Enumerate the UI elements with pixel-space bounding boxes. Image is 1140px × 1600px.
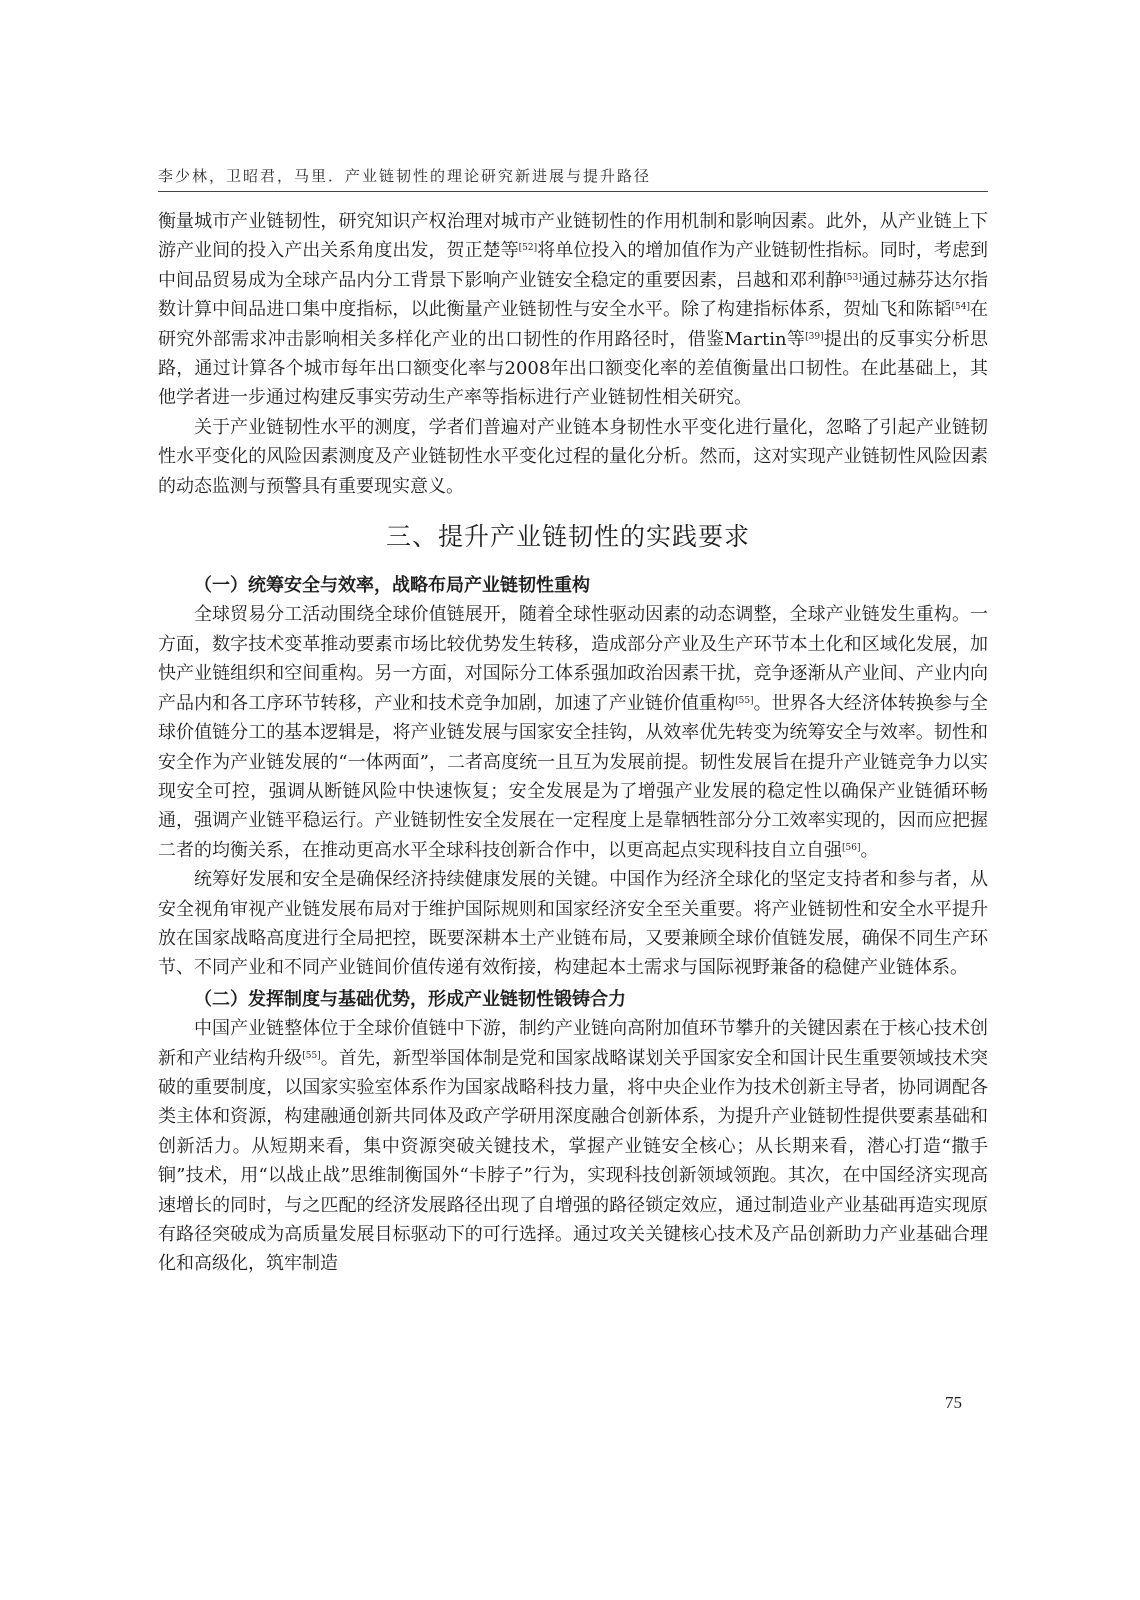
citation-ref: [39] (805, 331, 824, 342)
text-run: 衡量城市产业链韧性，研究知识产权治理对城市产业链韧性的作用机制和影响因素。此外，从产业链上下游产业间的投入产出关系角度出发，贺正楚等 (158, 211, 988, 262)
text-run: 。世界各大经济体转换参与全球价值链分工的基本逻辑是，将产业链发展与国家安全挂钩，从效率优先转变为统筹安全与效率。韧性和安全作为产业链发展的“一体两面”，二者高度统一且互为发展前提。韧性发展旨在提升产业链竞争力以实现安全可控，强调从断链风险中快速恢复；安全发展是为了增强产业发展的稳定性以确保产业链循环畅通，强调产业链平稳运行。产业链韧性安全发展在一定程度上是靠牺牲部分分工效率实现的，因而应把握二者的均衡关系，在推动更高水平全球科技创新合作中，以更高起点实现科技自立自强 (158, 692, 988, 861)
header-divider (158, 191, 988, 192)
citation-ref: [53] (843, 272, 862, 283)
paragraph (158, 600, 988, 865)
citation-ref: [55] (302, 1050, 321, 1061)
text-run: 全球贸易分工活动围绕全球价值链展开，随着全球性驱动因素的动态调整，全球产业链发生重构。一方面，数字技术变革推动要素市场比较优势发生转移，造成部分产业及生产环节本土化和区域化发展，加快产业链组织和空间重构。另一方面，对国际分工体系强加政治因素干扰，竞争逐渐从产业间、产业内向产品内和各工序环节转移，产业和技术竞争加剧，加速了产业链价值重构 (158, 604, 988, 714)
text-run: 。首先，新型举国体制是党和国家战略谋划关乎国家安全和国计民生重要领域技术突破的重要制度，以国家实验室体系作为国家战略科技力量，将中央企业作为技术创新主导者，协同调配各类主体和资源，构建融通创新共同体及政产学研用深度融合创新体系，为提升产业链韧性提供要素基础和创新活力。从短期来看，集中资源突破关键技术，掌握产业链安全核心；从长期来看，潜心打造“撒手锏”技术，用“以战止战”思维制衡国外“卡脖子”行为，实现科技创新领域领跑。其次，在中国经济实现高速增长的同时，与之匹配的经济发展路径出现了自增强的路径锁定效应，通过制造业产业基础再造实现原有路径突破成为高质量发展目标驱动下的可行选择。通过攻关关键核心技术及产品创新助力产业基础合理化和高级化，筑牢制造 (158, 1047, 989, 1275)
paragraph: 关于产业链韧性水平的测度，学者们普遍对产业链本身韧性水平变化进行量化，忽略了引起产业链韧性水平变化的风险因素测度及产业链韧性水平变化过程的量化分析。然而，这对实现产业链韧性风险因素的动态监测与预警具有重要现实意义。 (158, 416, 988, 497)
text-run: 提出的反事实分析思路，通过计算各个城市每年出口额变化率与2008年出口额变化率的差值衡量出口韧性。在此基础上，其他学者进一步通过构建反事实劳动生产率等指标进行产业链韧性相关研究。 (158, 328, 988, 409)
text-run: 中国产业链整体位于全球价值链中下游，制约产业链向高附加值环节攀升的关键因素在于核心技术创新和产业结构升级 (158, 1018, 988, 1069)
subsection-heading: （一）统筹安全与效率，战略布局产业链韧性重构 (194, 575, 590, 597)
citation-ref: [55] (735, 695, 754, 706)
text-run: 将单位投入的增加值作为产业链韧性指标。同时，考虑到中间品贸易成为全球产品内分工背景下影响产业链安全稳定的重要因素，吕越和邓利静 (158, 240, 988, 291)
page-number: 75 (945, 1393, 962, 1412)
text-run: 在研究外部需求冲击影响相关多样化产业的出口韧性的作用路径时，借鉴Martin等 (158, 299, 989, 350)
citation-ref: [56] (842, 842, 861, 853)
citation-ref: [52] (518, 243, 538, 254)
text-run: 。 (860, 839, 879, 861)
article-body (158, 207, 988, 1279)
subsection-heading: （二）发挥制度与基础优势，形成产业链韧性锻铸合力 (194, 988, 626, 1010)
paragraph (158, 1014, 988, 1279)
citation-ref: [54] (951, 302, 970, 313)
paragraph: 统筹好发展和安全是确保经济持续健康发展的关键。中国作为经济全球化的坚定支持者和参与者，从安全视角审视产业链发展布局对于维护国际规则和国家经济安全至关重要。将产业链韧性和安全水平提升放在国家战略高度进行全局把控，既要深耕本土产业链布局，又要兼顾全球价值链发展，确保不同生产环节、不同产业和不同产业链间价值传递有效衔接，构建起本土需求与国际视野兼备的稳健产业链体系。 (158, 869, 988, 979)
running-header: 李少林，卫昭君，马里．产业链韧性的理论研究新进展与提升路径 (158, 167, 652, 185)
text-run: 通过赫芬达尔指数计算中间品进口集中度指标，以此衡量产业链韧性与安全水平。除了构建指标体系，贺灿飞和陈韬 (158, 269, 989, 321)
paragraph-continued (158, 207, 988, 413)
section-heading: 三、提升产业链韧性的实践要求 (385, 522, 750, 552)
